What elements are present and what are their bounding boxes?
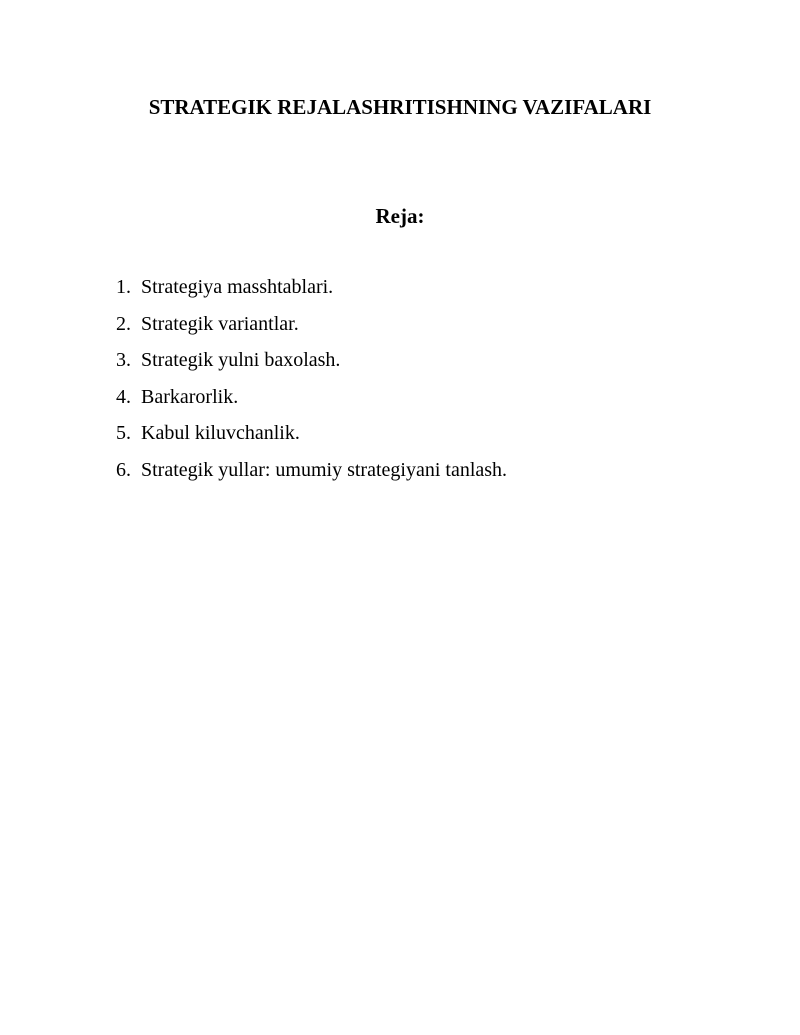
document-title: STRATEGIK REJALASHRITISHNING VAZIFALARI (148, 95, 652, 119)
plan-item-number: 3. (116, 349, 131, 371)
plan-item-text: Strategik yulni baxolash. (141, 349, 341, 371)
plan-item-4 (116, 384, 756, 421)
plan-list (116, 274, 756, 493)
plan-item-2 (116, 311, 756, 348)
plan-item-number: 2. (116, 312, 131, 335)
plan-item-number: 5. (116, 422, 131, 444)
plan-heading: Reja: (375, 204, 425, 228)
plan-item-number: 4. (116, 385, 131, 408)
plan-item-text: Strategik variantlar. (141, 312, 299, 335)
plan-item-text: Strategiya masshtablari. (141, 276, 334, 298)
plan-item-text: Kabul kiluvchanlik. (141, 422, 300, 444)
plan-item-text: Strategik yullar: umumiy strategiyani tanlash. (141, 458, 508, 481)
plan-item-number: 6. (116, 458, 131, 481)
plan-item-text: Barkarorlik. (141, 385, 239, 408)
plan-item-3 (116, 347, 756, 384)
plan-item-1 (116, 274, 756, 311)
plan-item-5 (116, 420, 756, 457)
plan-item-6 (116, 457, 756, 494)
plan-item-number: 1. (116, 276, 131, 298)
